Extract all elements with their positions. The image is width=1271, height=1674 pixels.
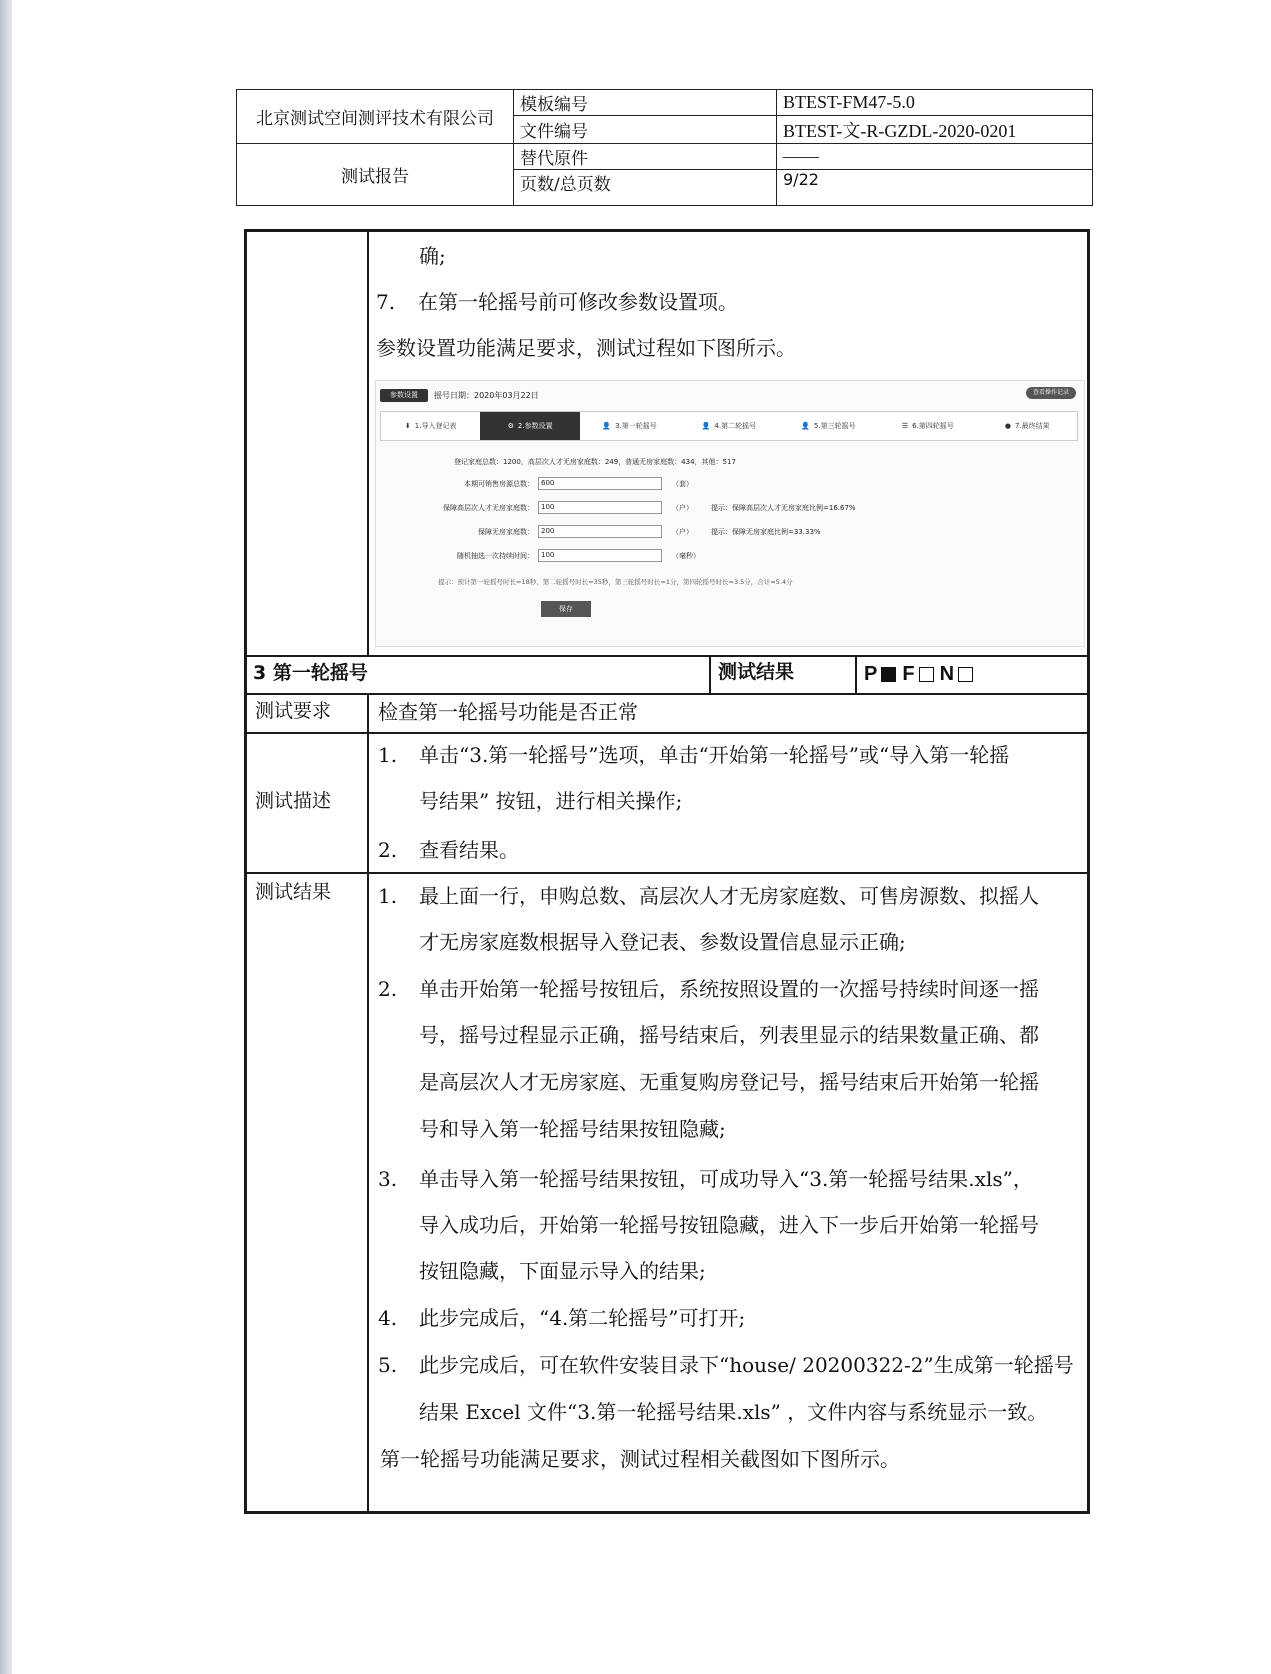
step-bar <box>380 411 1078 441</box>
result-num: 2. <box>378 977 398 1001</box>
step-label: 5.第三轮摇号 <box>813 422 856 430</box>
result-summary: 第一轮摇号功能满足要求，测试过程相关截图如下图所示。 <box>380 1447 900 1471</box>
header-value-replace: —— <box>777 144 1093 170</box>
param-hint: 提示：保障无房家庭比例=33.33% <box>711 527 821 536</box>
column-divider <box>367 232 369 657</box>
lottery-date: 摇号日期：2020年03月22日 <box>434 391 539 400</box>
param-unit: （户） <box>672 527 693 536</box>
step-final[interactable] <box>978 412 1077 440</box>
result-line: 最上面一行，申购总数、高层次人才无房家庭数、可售房源数、拟摇人 <box>419 884 1039 908</box>
report-type: 测试报告 <box>237 144 514 206</box>
continued-text: 确; <box>419 244 446 268</box>
summary-text: 参数设置功能满足要求，测试过程如下图所示。 <box>376 336 796 360</box>
row-divider <box>247 655 1087 657</box>
header-label-template: 模板编号 <box>514 90 777 116</box>
draw-duration-input[interactable]: 100 <box>538 549 662 562</box>
header-label-pages: 页数/总页数 <box>514 170 777 206</box>
param-label: 保障无房家庭数： <box>478 527 534 536</box>
param-unit: （套） <box>672 479 693 488</box>
result-num: 4. <box>378 1306 398 1330</box>
list-icon: ☰ <box>901 422 909 430</box>
step-label: 1.导入登记表 <box>414 422 457 430</box>
user-icon: 👤 <box>602 422 612 430</box>
row-divider <box>247 872 1087 874</box>
param-unit: （户） <box>672 503 693 512</box>
result-num: 3. <box>378 1167 398 1191</box>
step-round4[interactable] <box>878 412 977 440</box>
parameter-settings-screenshot <box>375 380 1085 647</box>
result-line: 号和导入第一轮摇号结果按钮隐藏; <box>419 1117 726 1141</box>
param-row <box>396 501 856 514</box>
param-unit: （毫秒） <box>672 551 700 560</box>
step-label: 2.参数设置 <box>517 422 553 430</box>
header-value-file: BTEST-文-R-GZDL-2020-0201 <box>777 116 1093 144</box>
gear-icon: ⚙ <box>507 422 514 430</box>
step-params[interactable] <box>480 412 579 440</box>
result-line: 按钮隐藏，下面显示导入的结果; <box>419 1259 706 1283</box>
header-value-pages: 9/22 <box>777 170 1093 206</box>
result-line: 导入成功后，开始第一轮摇号按钮隐藏，进入下一步后开始第一轮摇号 <box>419 1213 1039 1237</box>
param-label: 保障高层次人才无房家庭数： <box>443 503 534 512</box>
result-line: 结果 Excel 文件“3.第一轮摇号结果.xls” ，文件内容与系统显示一致。 <box>419 1400 1048 1424</box>
step-label: 3.第一轮摇号 <box>615 422 657 430</box>
param-hint: 提示：保障高层次人才无房家庭比例=16.67% <box>711 503 856 512</box>
scan-edge <box>0 0 12 1674</box>
result-line: 此步完成后，可在软件安装目录下“house/ 20200322-2”生成第一轮摇号 <box>419 1353 1074 1377</box>
step-label: 4.第二轮摇号 <box>714 422 757 430</box>
req-text: 检查第一轮摇号功能是否正常 <box>378 700 638 724</box>
result-line: 才无房家庭数根据导入登记表、参数设置信息显示正确; <box>419 930 906 954</box>
circle-icon: ● <box>1004 422 1011 430</box>
header-value-template: BTEST-FM47-5.0 <box>777 90 1093 116</box>
row-divider <box>247 732 1087 734</box>
document-header <box>236 89 1093 206</box>
step-round2[interactable] <box>679 412 778 440</box>
param-label: 随机抽选一次持续时间： <box>457 551 534 560</box>
desc-line: 号结果” 按钮，进行相关操作; <box>419 789 683 813</box>
housing-total-input[interactable]: 600 <box>538 477 662 490</box>
download-icon: ⬇ <box>404 422 411 430</box>
user-icon: 👤 <box>701 422 711 430</box>
desc-num: 2. <box>378 838 398 862</box>
param-row <box>396 549 700 562</box>
result-line: 是高层次人才无房家庭、无重复购房登记号，摇号结束后开始第一轮摇 <box>419 1070 1039 1094</box>
homeless-families-input[interactable]: 200 <box>538 525 662 538</box>
result-line: 此步完成后，“4.第二轮摇号”可打开; <box>419 1306 746 1330</box>
desc-line: 单击“3.第一轮摇号”选项，单击“开始第一轮摇号”或“导入第一轮摇 <box>419 743 1010 767</box>
fail-checkbox[interactable] <box>919 667 934 682</box>
desc-num: 1. <box>378 743 398 767</box>
item-number: 7. <box>376 290 396 314</box>
step-label: 6.第四轮摇号 <box>912 422 954 430</box>
registration-stats: 登记家庭总数：1200，高层次人才无房家庭数：249，普通无房家庭数：434，其他：517 <box>454 458 736 466</box>
column-divider <box>855 655 857 693</box>
item-text: 在第一轮摇号前可修改参数设置项。 <box>418 290 738 314</box>
column-divider <box>367 693 369 1514</box>
na-label: N <box>939 663 955 685</box>
header-label-file: 文件编号 <box>514 116 777 144</box>
company-name: 北京测试空间测评技术有限公司 <box>237 90 514 144</box>
pass-label: P <box>864 663 878 685</box>
view-log-button[interactable]: 查看操作记录 <box>1026 387 1076 399</box>
desc-label: 测试描述 <box>255 790 332 812</box>
param-row <box>396 477 693 490</box>
row-divider <box>247 693 1087 695</box>
result-num: 5. <box>378 1353 398 1377</box>
result-section-label: 测试结果 <box>255 881 332 903</box>
duration-note: 提示：预计第一轮摇号时长=18秒，第二轮摇号时长=35秒，第三轮摇号时长=1分，第四轮摇号时长=3.5分，合计=5.4分 <box>438 578 793 586</box>
result-line: 号，摇号过程显示正确，摇号结束后，列表里显示的结果数量正确、都 <box>419 1023 1039 1047</box>
step-import[interactable] <box>381 412 480 440</box>
header-label-replace: 替代原件 <box>514 144 777 170</box>
talent-families-input[interactable]: 100 <box>538 501 662 514</box>
step-round1[interactable] <box>580 412 679 440</box>
pass-checkbox[interactable] <box>881 667 896 682</box>
step-round3[interactable] <box>779 412 878 440</box>
result-line: 单击导入第一轮摇号结果按钮，可成功导入“3.第一轮摇号结果.xls”， <box>419 1167 1033 1191</box>
section-title: 3 第一轮摇号 <box>253 662 368 684</box>
fail-label: F <box>902 663 915 685</box>
req-label: 测试要求 <box>255 700 332 722</box>
user-icon: 👤 <box>801 422 810 430</box>
column-divider <box>709 655 711 693</box>
desc-line: 查看结果。 <box>419 838 519 862</box>
param-row <box>396 525 821 538</box>
result-line: 单击开始第一轮摇号按钮后，系统按照设置的一次摇号持续时间逐一摇 <box>419 977 1039 1001</box>
page-tag: 参数设置 <box>380 389 428 402</box>
param-label: 本期可销售房源总数： <box>464 479 534 488</box>
pfn-result <box>864 664 979 684</box>
result-label: 测试结果 <box>718 661 795 683</box>
result-num: 1. <box>378 884 398 908</box>
na-checkbox[interactable] <box>958 667 973 682</box>
step-label: 7.最终结果 <box>1014 422 1050 430</box>
save-button[interactable]: 保存 <box>541 601 591 617</box>
